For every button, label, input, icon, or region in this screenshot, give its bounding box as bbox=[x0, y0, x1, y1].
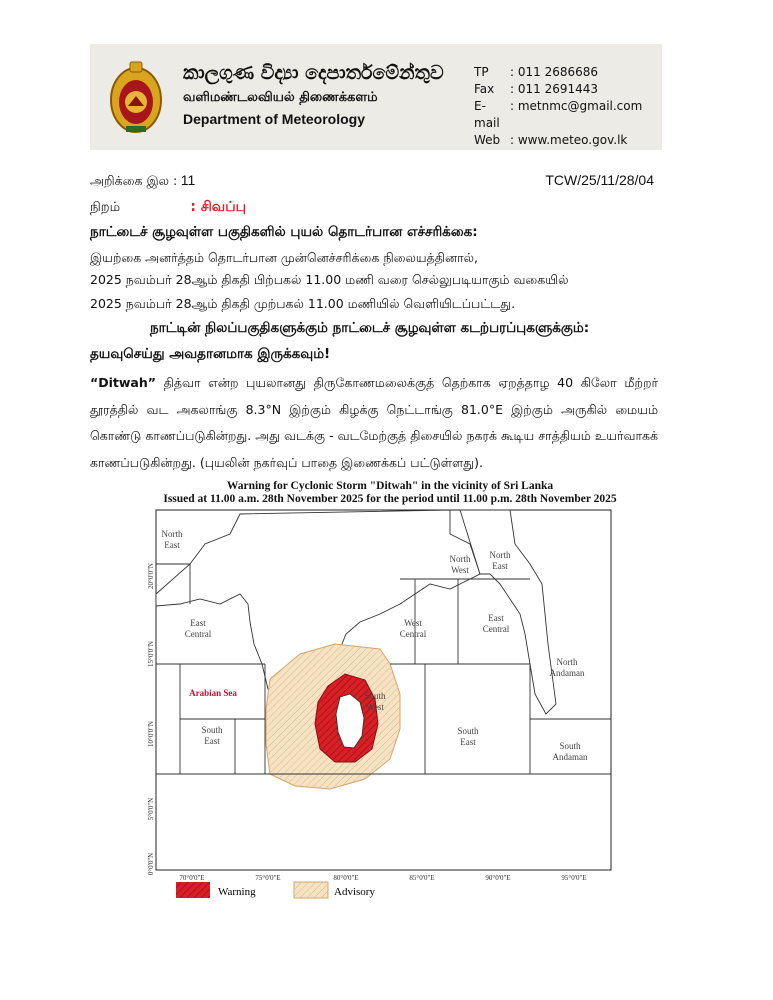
map-title-line-1: Warning for Cyclonic Storm "Ditwah" in the vicinity of Sri Lanka bbox=[226, 480, 554, 492]
report-number-label: அறிக்கை இல : bbox=[90, 173, 178, 188]
region-label-north-east-a: North bbox=[161, 529, 183, 539]
department-name-sinhala: කාලගුණ විද්‍යා දෙපාර්තමේන්තුව bbox=[183, 62, 444, 84]
region-label-south-east-a-b: East bbox=[204, 736, 220, 746]
contact-fax: : 011 2691443 bbox=[510, 82, 599, 96]
department-name-english: Department of Meteorology bbox=[183, 111, 366, 127]
contact-key: E-mail bbox=[474, 99, 500, 130]
y-tick-label: 10°0'0"N bbox=[147, 721, 155, 747]
region-label-north-andaman-b: Andaman bbox=[549, 668, 585, 678]
region-label-south-andaman-a: South bbox=[559, 741, 581, 751]
issue-line-2: 2025 நவம்பர் 28ஆம் திகதி பிற்பகல் 11.00 மணி வரை செல்லுபடியாகும் வகையில் bbox=[90, 272, 569, 287]
region-label-south-east-b-b: East bbox=[460, 737, 476, 747]
contact-key: TP bbox=[474, 65, 489, 79]
y-tick-label: 15°0'0"N bbox=[147, 641, 155, 667]
report-number-row bbox=[90, 172, 662, 190]
colour-value: : சிவப்பு bbox=[190, 199, 247, 215]
warning-legend-label: Warning bbox=[218, 886, 256, 898]
storm-paragraph bbox=[90, 370, 658, 476]
y-tick-label: 20°0'0"N bbox=[147, 563, 155, 589]
x-tick-label: 85°0'0"E bbox=[409, 874, 435, 882]
report-number: 11 bbox=[180, 172, 196, 188]
warning-map bbox=[147, 480, 630, 910]
region-label-east-central-b: Central bbox=[184, 629, 212, 639]
region-label-north-west-b: West bbox=[451, 565, 469, 575]
arabian-sea-label: Arabian Sea bbox=[189, 688, 237, 698]
region-label-ne-bay-b: East bbox=[492, 561, 508, 571]
x-tick-label: 70°0'0"E bbox=[179, 874, 205, 882]
map-legend bbox=[176, 880, 476, 905]
region-label-north-andaman-a: North bbox=[556, 657, 578, 667]
region-label-south-west-a: South bbox=[364, 691, 386, 701]
region-label-south-andaman-b: Andaman bbox=[552, 752, 588, 762]
map-title-line-2: Issued at 11.00 a.m. 28th November 2025 for the period until 11.00 p.m. 28th November 2025 bbox=[163, 493, 617, 505]
contact-key: Web bbox=[474, 133, 501, 147]
contact-phone: : 011 2686686 bbox=[510, 65, 599, 79]
issue-line-3: 2025 நவம்பர் 28ஆம் திகதி முற்பகல் 11.00 மணியில் வெளியிடப்பட்டது. bbox=[90, 296, 516, 311]
region-label-south-east-b-a: South bbox=[457, 726, 479, 736]
report-reference: TCW/25/11/28/04 bbox=[545, 172, 654, 188]
address-line: நாட்டின் நிலப்பகுதிகளுக்கும் நாட்டைச் சூழவுள்ள கடற்பரப்புகளுக்கும்: bbox=[150, 320, 590, 336]
region-label-bay-east-central-b: Central bbox=[482, 624, 510, 634]
letterhead bbox=[90, 44, 662, 150]
region-label-bay-east-central-a: East bbox=[488, 613, 504, 623]
colour-label: நிறம் bbox=[90, 200, 121, 215]
region-label-east-central-a: East bbox=[190, 618, 206, 628]
attention-line: தயவுசெய்து அவதானமாக இருக்கவும்! bbox=[90, 346, 331, 362]
x-tick-label: 75°0'0"E bbox=[255, 874, 281, 882]
region-label-south-east-a-a: South bbox=[201, 725, 223, 735]
contact-details bbox=[474, 64, 642, 149]
region-label-west-central-a: West bbox=[404, 618, 422, 628]
region-label-south-west-b: West bbox=[366, 702, 384, 712]
advisory-legend-label: Advisory bbox=[334, 886, 375, 898]
contact-web: : www.meteo.gov.lk bbox=[510, 133, 628, 147]
x-tick-label: 80°0'0"E bbox=[333, 874, 359, 882]
region-label-west-central-b: Central bbox=[399, 629, 427, 639]
region-label-north-west-a: North bbox=[449, 554, 471, 564]
warning-legend-swatch bbox=[176, 882, 210, 898]
y-tick-label: 0°0'0"N bbox=[147, 852, 155, 876]
department-name-tamil: வளிமண்டலவியல் திணைக்களம் bbox=[183, 90, 378, 105]
region-label-north-east-b: East bbox=[164, 540, 180, 550]
advisory-legend-swatch bbox=[294, 882, 328, 898]
region-label-ne-bay-a: North bbox=[489, 550, 511, 560]
map-title bbox=[150, 480, 630, 506]
contact-key: Fax bbox=[474, 82, 495, 96]
y-tick-label: 5°0'0"N bbox=[147, 797, 155, 821]
contact-email: : metnmc@gmail.com bbox=[510, 99, 643, 113]
storm-description: தித்வா என்ற புயலானது திருகோணமலைக்குத் தெற்காக ஏறத்தாழ 40 கிலோ மீற்றர் தூரத்தில் வட அகலாங்கு 8.3°N இற்கும் கிழக்கு நெட்டாங்கு 81.0°E இற்கும் அருகில் மையம் கொண்டு காணப்படுகின்றது. அது வடக்கு - வடமேற்குத் திசையில் நகரக் கூடிய சாத்தியம் உயர்வாகக் காணப்படுகின்றது. (புயலின் நகர்வுப் பாதை இணைக்கப் பட்டுள்ளது). bbox=[90, 375, 658, 470]
colour-row bbox=[90, 199, 246, 217]
x-tick-label: 95°0'0"E bbox=[561, 874, 587, 882]
issue-line-1: இயற்கை அனர்த்தம் தொடர்பான முன்னெச்சரிக்கை நிலையத்தினால், bbox=[90, 250, 478, 265]
sri-lanka-emblem-icon bbox=[108, 58, 164, 136]
map-svg bbox=[147, 504, 630, 896]
warning-heading: நாட்டைச் சூழவுள்ள பகுதிகளில் புயல் தொடர்பான எச்சரிக்கை: bbox=[90, 224, 478, 240]
x-tick-label: 90°0'0"E bbox=[485, 874, 511, 882]
storm-name: “Ditwah” bbox=[90, 375, 156, 390]
